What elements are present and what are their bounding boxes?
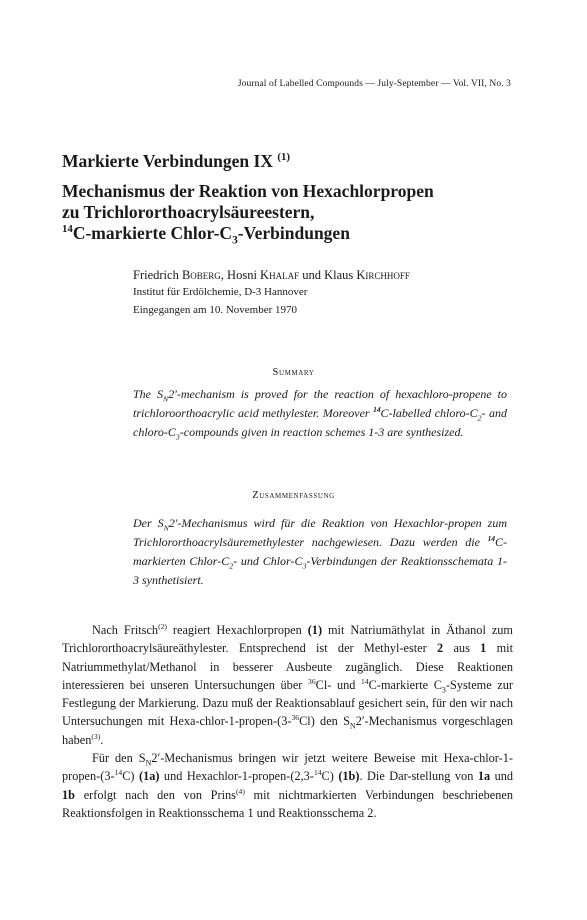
author-list: Friedrich Boberg, Hosni Khalaf und Klaus Kirchhoff — [133, 268, 410, 282]
author-surname: Khalaf — [260, 268, 300, 282]
body-paragraph-1: Nach Fritsch$^{(2)}$ reagiert Hexachlorpropen (1) mit Natriumäthylat in Äthanol zum Trichlororthoacrylsäureäthylester. Entsprechend ist der Methyl-ester 2 aus 1 mit Natriummethylat/Methanol in besserer Ausbeute zugänglich. Diese Reaktionen interessieren bei unseren Untersuchungen über $^{36}$Cl- und $^{14}$C-markierte $C_3$-Systeme zur Festlegung der Markierung. Dazu muß der Reaktionsablauf gesichert sein, für den wir nach Untersuchungen mit Hexa-chlor-1-propen-(3-$^{36}$Cl) den $S_N2'$-Mechanismus vorgeschlagen haben$^{(3)}$. — [62, 621, 514, 747]
author-surname: Kirchhoff — [356, 268, 410, 282]
running-header: Journal of Labelled Compounds — July-September — Vol. VII, No. 3 — [237, 79, 511, 89]
compound-number: (1a) — [138, 769, 160, 784]
zusammenfassung-abstract: Der $S_N2'$-Mechanismus wird für die Reaktion von Hexachlor-propen zum Trichlororthoacrylsäuremethylester nachgewiesen. Dazu werden die $^{14}$C-markierten Chlor-$C_2-$ und Chlor-$C_3$-Verbindungen der Reaktionsschemata 1-3 synthetisiert. — [133, 516, 508, 587]
body-paragraph-2: Für den $S_N2'$-Mechanismus bringen wir jetzt weitere Beweise mit Hexa-chlor-1-propen-(3-$^{14}$C) (1a) und Hexachlor-1-propen-(2,3-$^{14}$C) (1b). Die Dar-stellung von 1a und 1b erfolgt nach den von Prins$^{(4)}$ mit nichtmarkierten Verbindungen beschriebenen Reaktionsfolgen in Reaktionsschema 1 und Reaktionsschema 2. — [62, 751, 514, 820]
citation-ref: (2) — [158, 621, 167, 631]
article-title-line-1: Mechanismus der Reaktion von Hexachlorpropen — [62, 181, 434, 201]
compound-number: 1a — [477, 769, 491, 784]
zusammenfassung-heading: Zusammenfassung — [252, 490, 335, 501]
body-text — [62, 621, 513, 822]
compound-number: 1b — [62, 787, 75, 802]
compound-number: 1 — [480, 641, 487, 656]
article-title-block — [62, 151, 532, 247]
citation-ref: (4) — [235, 786, 245, 796]
compound-number: 2 — [437, 641, 444, 656]
citation-ref: (3) — [91, 731, 101, 741]
author-surname: Boberg — [181, 268, 221, 282]
article-title-line-2: zu Trichlororthoacrylsäureestern, — [62, 202, 315, 222]
article-title-line-3: $^{14}$C-markierte Chlor-$C_3$-Verbindungen — [62, 223, 350, 247]
summary-heading: Summary — [272, 367, 315, 378]
received-date: Eingegangen am 10. November 1970 — [133, 304, 298, 316]
series-footnote-ref: (1) — [277, 151, 291, 164]
summary-abstract: The $S_N2'$-mechanism is proved for the reaction of hexachloro-propene to trichloroorthoacrylic acid methylester. Moreover $^{14}$C-labelled chloro-$C_2-$ and chloro-$C_3$-compounds given in reaction schemes 1-3 are synthesized. — [133, 387, 508, 442]
compound-number: (1b) — [338, 769, 360, 784]
affiliation: Institut für Erdölchemie, D-3 Hannover — [133, 286, 308, 298]
compound-number: (1) — [307, 623, 323, 637]
series-title: Markierte Verbindungen IX $^{(1)}$ — [62, 151, 291, 171]
